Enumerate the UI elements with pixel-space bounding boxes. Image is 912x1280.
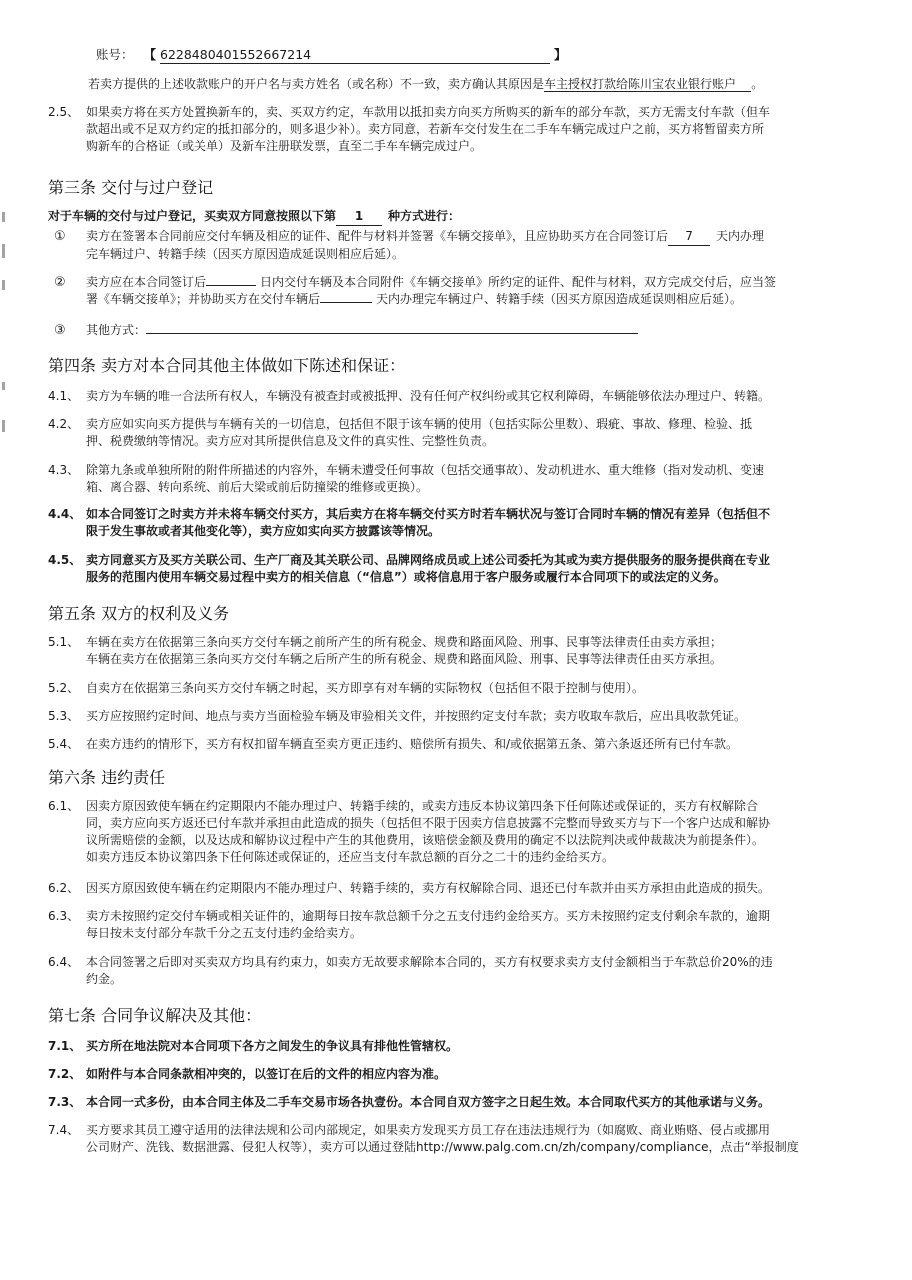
transfer-days-field bbox=[668, 228, 710, 246]
clause-number: 6.2、 bbox=[48, 881, 80, 895]
option-text-part: 署《车辆交接单》；并协助买方在交付车辆后 bbox=[86, 292, 321, 306]
transfer-days-field-2 bbox=[320, 302, 372, 303]
other-method-label: 其他方式： bbox=[86, 323, 147, 337]
clause-line: 车辆在卖方在依据第三条向买方交付车辆之前所产生的所有税金、规费和路面风险、刑事、民事等法律责任由卖方承担； bbox=[86, 635, 723, 649]
clause-text bbox=[86, 1038, 888, 1055]
delivery-days-field bbox=[206, 285, 256, 286]
clause-line: 买方要求其员工遵守适用的法律法规和公司内部规定，如果卖方发现买方员工存在违法违规行为（如腐败、商业贿赂、侵占或挪用 bbox=[86, 1123, 771, 1137]
account-bracket-open: 【 bbox=[143, 47, 157, 62]
clause-line: 买方所在地法院对本合同项下各方之间发生的争议具有排他性管辖权。 bbox=[86, 1039, 459, 1053]
transfer-days-value: 7 bbox=[685, 229, 693, 243]
delivery-method-choice bbox=[336, 208, 382, 226]
delivery-method-value: 1 bbox=[354, 209, 364, 223]
intro-suffix: 种方式进行： bbox=[388, 209, 461, 223]
clause-number: 4.2、 bbox=[48, 417, 80, 431]
clause-text bbox=[86, 462, 888, 496]
scan-mark bbox=[2, 382, 5, 390]
clause-number: 2.5、 bbox=[48, 105, 80, 119]
clause-line: 约金。 bbox=[86, 972, 123, 986]
clause-text bbox=[86, 416, 888, 450]
clause-line: 服务的范围内使用车辆交易过程中卖方的相关信息（“信息”）或将信息用于客户服务或履行本合同项下的或法定的义务。 bbox=[86, 570, 726, 584]
clause-number: 4.4、 bbox=[48, 507, 82, 521]
clause-number: 6.3、 bbox=[48, 909, 80, 923]
scan-mark bbox=[2, 212, 5, 222]
option-number: ① bbox=[54, 229, 66, 244]
section-3-intro bbox=[48, 208, 460, 226]
clause-line: 本合同签署之后即对买卖双方均具有约束力，如卖方无故要求解除本合同的，买方有权要求卖方支付金额相当于车款总价20%的违 bbox=[86, 955, 773, 969]
account-line bbox=[96, 46, 567, 64]
clause-line: 买方应按照约定时间、地点与卖方当面检验车辆及审验相关文件，并按照约定支付车款；卖方收取车款后，应出具收款凭证。 bbox=[86, 709, 747, 723]
clause-line: 购新车的合格证（或关单）及新车注册联发票，直至二手车车辆完成过户。 bbox=[86, 139, 483, 153]
clause-line: 公司财产、洗钱、数据泄露、侵犯人权等），卖方可以通过登陆http://www.palg.com.cn/zh/company/compliance，点击“举报制度 bbox=[86, 1140, 799, 1154]
clause-line: 除第九条或单独所附的附件所描述的内容外，车辆未遭受任何事故（包括交通事故）、发动机进水、重大维修（指对发动机、变速 bbox=[86, 463, 765, 477]
account-number bbox=[160, 46, 550, 64]
clause-line: 同，卖方应向买方返还已付车款并承担由此造成的损失（包括但不限于因卖方信息披露不完整而导致买方与下一个客户达成和解协 bbox=[86, 816, 771, 830]
scan-mark bbox=[2, 420, 5, 432]
clause-number: 6.1、 bbox=[48, 799, 80, 813]
option-text bbox=[86, 322, 888, 339]
clause-line: 议所需赔偿的金额，以及达成和解协议过程中产生的其他费用，该赔偿金额及费用的确定不以法院判决或仲裁裁决为前提条件）。 bbox=[86, 833, 765, 847]
clause-line: 如果卖方将在买方处置换新车的，卖、买双方约定，车款用以抵扣卖方向买方所购买的新车的部分车款，买方无需支付车款（但车 bbox=[86, 105, 771, 119]
clause-text bbox=[86, 880, 888, 897]
payee-note-prefix: 若卖方提供的上述收款账户的开户名与卖方姓名（或名称）不一致，卖方确认其原因是 bbox=[88, 77, 545, 91]
clause-number: 7.1、 bbox=[48, 1039, 82, 1053]
clause-text bbox=[86, 1094, 888, 1111]
clause-line: 卖方应如实向买方提供与车辆有关的一切信息，包括但不限于该车辆的使用（包括实际公里数）、瑕疵、事故、修理、检验、抵 bbox=[86, 417, 753, 431]
clause-text bbox=[86, 798, 888, 866]
clause-number: 7.2、 bbox=[48, 1067, 82, 1081]
clause-text bbox=[86, 680, 888, 697]
clause-text bbox=[86, 736, 888, 753]
payee-note-pad bbox=[736, 77, 751, 92]
clause-line: 押、税费缴纳等情况。卖方应对其所提供信息及文件的真实性、完整性负责。 bbox=[86, 434, 495, 448]
clause-line: 因卖方原因致使车辆在约定期限内不能办理过户、转籍手续的，或卖方违反本协议第四条下任何陈述或保证的，买方有权解除合 bbox=[86, 799, 759, 813]
clause-number: 4.5、 bbox=[48, 553, 82, 567]
clause-text bbox=[86, 908, 888, 942]
section-7-title: 第七条 合同争议解决及其他： bbox=[48, 1006, 262, 1025]
clause-line: 本合同一式多份，由本合同主体及二手车交易市场各执壹份。本合同自双方签字之日起生效。本合同取代买方的其他承诺与义务。 bbox=[86, 1095, 771, 1109]
clause-line: 款超出或不足双方约定的抵扣部分的，则多退少补）。卖方同意，若新车交付发生在二手车车辆完成过户之前，买方将暂留卖方所 bbox=[86, 122, 765, 136]
clause-text bbox=[86, 552, 888, 586]
section-5-title: 第五条 双方的权利及义务 bbox=[48, 604, 230, 623]
clause-text bbox=[86, 104, 888, 155]
clause-line: 车辆在卖方在依据第三条向买方交付车辆之后所产生的所有税金、规费和路面风险、刑事、民事等法律责任由买方承担。 bbox=[86, 652, 723, 666]
clause-number: 7.4、 bbox=[48, 1123, 80, 1137]
option-text-part: 日内交付车辆及本合同附件《车辆交接单》所约定的证件、配件与材料，双方完成交付后，应当签 bbox=[260, 275, 777, 289]
option-text bbox=[86, 228, 888, 263]
scan-mark bbox=[2, 244, 5, 258]
account-number-value: 6228480401552667214 bbox=[160, 47, 312, 62]
clause-line: 卖方为车辆的唯一合法所有权人，车辆没有被查封或被抵押、没有任何产权纠纷或其它权利障碍，车辆能够依法办理过户、转籍。 bbox=[86, 389, 771, 403]
clause-number: 5.3、 bbox=[48, 709, 80, 723]
clause-number: 6.4、 bbox=[48, 955, 80, 969]
clause-text bbox=[86, 954, 888, 988]
account-bracket-close: 】 bbox=[553, 47, 567, 62]
clause-number: 4.3、 bbox=[48, 463, 80, 477]
clause-line: 限于发生事故或者其他变化等），卖方应如实向买方披露该等情况。 bbox=[86, 524, 441, 538]
option-line: 完车辆过户、转籍手续（因买方原因造成延误则相应后延）。 bbox=[86, 247, 405, 261]
option-text-part: 天内办理完车辆过户、转籍手续（因买方原因造成延误则相应后延）。 bbox=[376, 292, 743, 306]
clause-text bbox=[86, 506, 888, 540]
clause-number: 5.1、 bbox=[48, 635, 80, 649]
clause-line: 卖方未按照约定交付车辆或相关证件的，逾期每日按车款总额千分之五支付违约金给买方。买方未按照约定支付剩余车款的，逾期 bbox=[86, 909, 771, 923]
clause-text bbox=[86, 708, 888, 725]
clause-number: 7.3、 bbox=[48, 1095, 82, 1109]
section-6-title: 第六条 违约责任 bbox=[48, 768, 166, 787]
clause-line: 自卖方在依据第三条向买方交付车辆之时起，买方即享有对车辆的实际物权（包括但不限于控制与使用）。 bbox=[86, 681, 645, 695]
option-number: ② bbox=[54, 275, 66, 290]
payee-note-suffix: 。 bbox=[751, 77, 764, 91]
clause-text bbox=[86, 634, 888, 668]
option-text-part: 天内办理 bbox=[716, 229, 765, 243]
clause-text bbox=[86, 1066, 888, 1083]
clause-line: 因买方原因致使车辆在约定期限内不能办理过户、转籍手续的，卖方有权解除合同、退还已付车款并由买方承担由此造成的损失。 bbox=[86, 881, 771, 895]
option-text bbox=[86, 274, 888, 308]
clause-number: 4.1、 bbox=[48, 389, 80, 403]
account-label: 账号： bbox=[96, 47, 134, 62]
clause-number: 5.2、 bbox=[48, 681, 80, 695]
clause-line: 如附件与本合同条款相冲突的，以签订在后的文件的相应内容为准。 bbox=[86, 1067, 447, 1081]
scan-mark bbox=[2, 280, 5, 290]
section-3-title: 第三条 交付与过户登记 bbox=[48, 178, 214, 197]
payee-note-reason: 车主授权打款给陈川宝农业银行账户 bbox=[544, 77, 737, 91]
clause-line: 在卖方违约的情形下，买方有权扣留车辆直至卖方更正违约、赔偿所有损失、和/或依据第五条、第六条返还所有已付车款。 bbox=[86, 737, 739, 751]
clause-line: 每日按未支付部分车款千分之五支付违约金给卖方。 bbox=[86, 926, 363, 940]
section-4-title: 第四条 卖方对本合同其他主体做如下陈述和保证： bbox=[48, 356, 406, 375]
option-text-part: 卖方在签署本合同前应交付车辆及相应的证件、配件与材料并签署《车辆交接单》，且应协助买方在合同签订后 bbox=[86, 229, 669, 243]
clause-line: 箱、离合器、转向系统、前后大梁或前后防撞梁的维修或更换）。 bbox=[86, 480, 429, 494]
clause-text bbox=[86, 1122, 888, 1156]
payee-note bbox=[88, 76, 763, 93]
clause-text bbox=[86, 388, 888, 405]
clause-line: 卖方同意买方及买方关联公司、生产厂商及其关联公司、品牌网络成员或上述公司委托为其或为卖方提供服务的服务提供商在专业 bbox=[86, 553, 771, 567]
clause-number: 5.4、 bbox=[48, 737, 80, 751]
other-method-field bbox=[146, 333, 638, 334]
clause-line: 如本合同签订之时卖方并未将车辆交付买方，其后卖方在将车辆交付买方时若车辆状况与签订合同时车辆的情况有差异（包括但不 bbox=[86, 507, 771, 521]
option-text-part: 卖方应在本合同签订后 bbox=[86, 275, 207, 289]
option-number: ③ bbox=[54, 323, 66, 338]
intro-prefix: 对于车辆的交付与过户登记，买卖双方同意按照以下第 bbox=[48, 209, 337, 223]
clause-line: 如卖方违反本协议第四条下任何陈述或保证的，还应当支付车款总额的百分之二十的违约金给买方。 bbox=[86, 850, 615, 864]
